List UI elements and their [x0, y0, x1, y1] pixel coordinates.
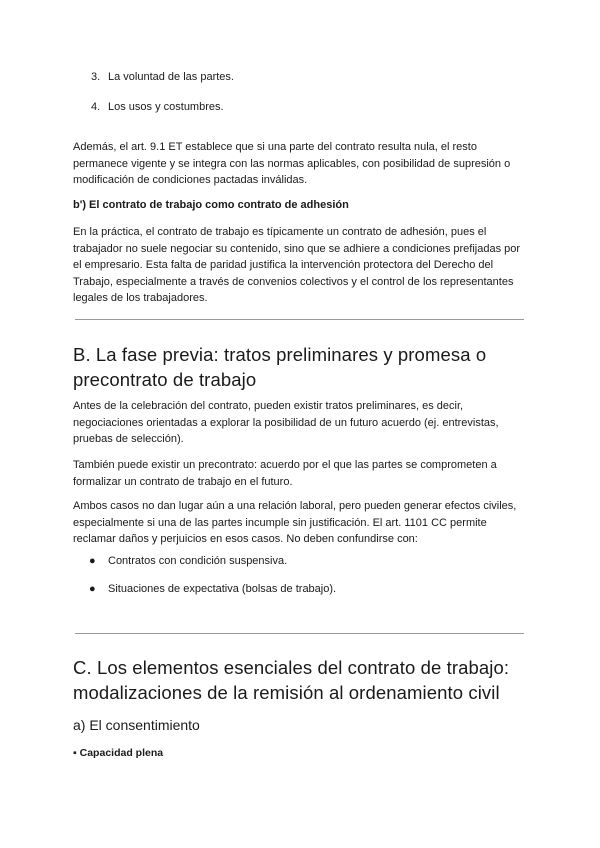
list-item-text: La voluntad de las partes. [108, 71, 234, 83]
paragraph-tratos: Antes de la celebración del contrato, pueden existir tratos preliminares, es decir, negociaciones orientadas a explorar la posibilidad de un futuro acuerdo (ej. entrevistas, pruebas de selección). [73, 400, 499, 445]
minor-heading-capacidad: ▪ Capacidad plena [73, 747, 164, 759]
list-number: 3. [91, 71, 101, 83]
section-b-heading: B. La fase previa: tratos preliminares y promesa o precontrato de trabajo [73, 344, 487, 390]
paragraph-efectos: Ambos casos no dan lugar aún a una relación laboral, pero pueden generar efectos civiles, especialmente si una de las partes incumple sin justificación. El art. 1101 CC permite reclamar daños y perjuicios en esos casos. No deben confundirse con: [73, 500, 517, 545]
subsection-consentimiento-heading: a) El consentimiento [73, 717, 200, 733]
horizontal-rule [75, 633, 524, 634]
paragraph-art91: Además, el art. 9.1 ET establece que si una parte del contrato resulta nula, el resto permanece vigente y se integra con las normas aplicables, con posibilidad de supresión o modificación de condiciones pactadas inválidas. [73, 141, 511, 186]
horizontal-rule [75, 319, 524, 320]
list-item-text: Los usos y costumbres. [108, 101, 224, 113]
paragraph-adhesion: En la práctica, el contrato de trabajo es típicamente un contrato de adhesión, pues el trabajador no suele negociar su contenido, sino que se adhiere a condiciones prefijadas por el empresario. Esta falta de paridad justifica la intervención protectora del Derecho del Trabajo, especialmente a través de convenios colectivos y el control de los representantes legales de los trabajadores. [73, 226, 521, 304]
bullet-item-text: Situaciones de expectativa (bolsas de trabajo). [108, 583, 337, 595]
paragraph-precontrato: También puede existir un precontrato: acuerdo por el que las partes se comprometen a formalizar un contrato de trabajo en el futuro. [73, 459, 497, 488]
bullet-marker: ● [89, 583, 96, 595]
bullet-marker: ● [89, 555, 96, 567]
list-number: 4. [91, 101, 101, 113]
section-c-heading: C. Los elementos esenciales del contrato de trabajo: modalizaciones de la remisión al ordenamiento civil [73, 657, 510, 703]
bullet-item-text: Contratos con condición suspensiva. [108, 555, 288, 567]
subheading-adhesion: b') El contrato de trabajo como contrato de adhesión [73, 199, 349, 211]
